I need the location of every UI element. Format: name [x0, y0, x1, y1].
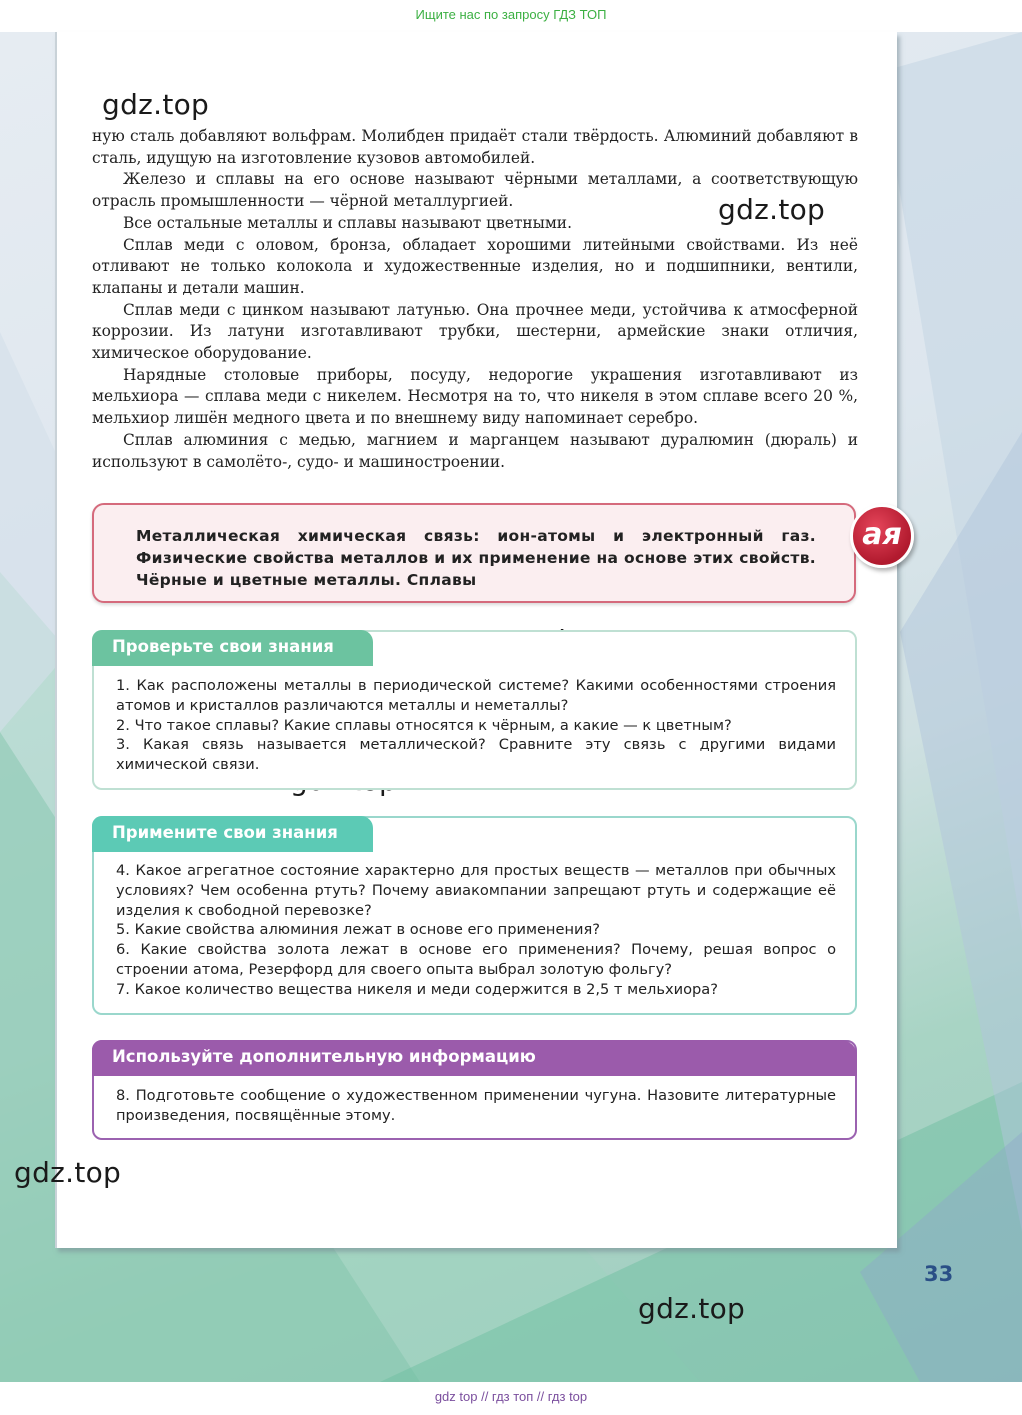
watermark: gdz.top: [14, 1156, 122, 1189]
question-item: 4. Какое агрегатное состояние характерно для простых веществ — металлов при обычных условиях? Чем особенна ртуть? Почему авиакомпании запрещают ртуть и содержащие её изделия к свободной перевозке?: [116, 862, 836, 919]
page-number: 33: [924, 1262, 954, 1286]
extra-info-title: Используйте дополнительную информацию: [92, 1040, 857, 1076]
watermark: gdz.top: [718, 193, 826, 226]
watermark: gdz.top: [102, 88, 210, 121]
apply-knowledge-title: Примените свои знания: [92, 816, 373, 852]
key-terms-text: Металлическая химическая связь: ион-атомы и электронный газ. Физические свойства металлов и их применение на основе этих свойств. Чёрные и цветные металлы. Сплавы: [136, 527, 816, 589]
question-list: [116, 676, 836, 775]
question-item: 6. Какие свойства золота лежат в основе его применения? Почему, решая вопрос о строении атома, Резерфорд для своего опыта выбрал золотую фольгу?: [116, 941, 836, 978]
paragraph: Нарядные столовые приборы, посуду, недорогие украшения изготавливают из мельхиора — сплава меди с никелем. Несмотря на то, что никеля в этом сплаве всего 20 %, мельхиор лишён медного цвета и по внешнему виду напоминает серебро.: [92, 365, 858, 428]
question-item: 1. Как расположены металлы в периодической системе? Какими особенностями строения атомов и кристаллов различаются металлы и неметаллы?: [116, 677, 836, 714]
paragraph: Железо и сплавы на его основе называют чёрными металлами, а соответствующую отрасль промышленности — чёрной металлургией.: [92, 170, 858, 211]
check-knowledge-title: Проверьте свои знания: [92, 630, 373, 666]
question-item: 5. Какие свойства алюминия лежат в основе его применения?: [116, 921, 601, 939]
extra-info-box: [92, 1040, 857, 1140]
paragraph: ную сталь добавляют вольфрам. Молибден придаёт стали твёрдость. Алюминий добавляют в сталь, идущую на изготовление кузовов автомобилей.: [92, 127, 858, 167]
question-item: 7. Какое количество вещества никеля и меди содержится в 2,5 т мельхиора?: [116, 980, 718, 998]
bottom-banner[interactable]: gdz top // гдз топ // гдз top: [0, 1382, 1022, 1415]
question-item: 8. Подготовьте сообщение о художественном применении чугуна. Назовите литературные произведения, посвящённые этому.: [116, 1087, 836, 1124]
paragraph: Сплав меди с цинком называют латунью. Она прочнее меди, устойчива к атмосферной коррозии. Из латуни изготавливают трубки, шестерни, армейские знаки отличия, химическое оборудование.: [92, 300, 858, 363]
key-terms-box: [92, 503, 856, 603]
check-knowledge-box: [92, 630, 857, 790]
question-item: 3. Какая связь называется металлической? Сравните эту связь с другими видами химической связи.: [116, 736, 836, 774]
watermark: gdz.top: [638, 1292, 746, 1325]
alphabet-icon: ая: [850, 504, 914, 568]
paragraph: Сплав алюминия с медью, магнием и марганцем называют дуралюмин (дюраль) и используют в самолёто-, судо- и машиностроении.: [92, 430, 858, 471]
top-banner[interactable]: Ищите нас по запросу ГДЗ ТОП: [0, 0, 1022, 32]
apply-knowledge-box: [92, 816, 857, 1015]
question-item: 2. Что такое сплавы? Какие сплавы относятся к чёрным, а какие — к цветным?: [116, 716, 732, 734]
question-list: [116, 1086, 836, 1126]
main-text: [92, 126, 858, 473]
question-list: [116, 861, 836, 1000]
paragraph: Сплав меди с оловом, бронза, обладает хорошими литейными свойствами. Из неё отливают не только колокола и художественные изделия, но и подшипники, вентили, клапаны и детали машин.: [92, 235, 858, 297]
paragraph: Все остальные металлы и сплавы называют цветными.: [123, 213, 572, 232]
